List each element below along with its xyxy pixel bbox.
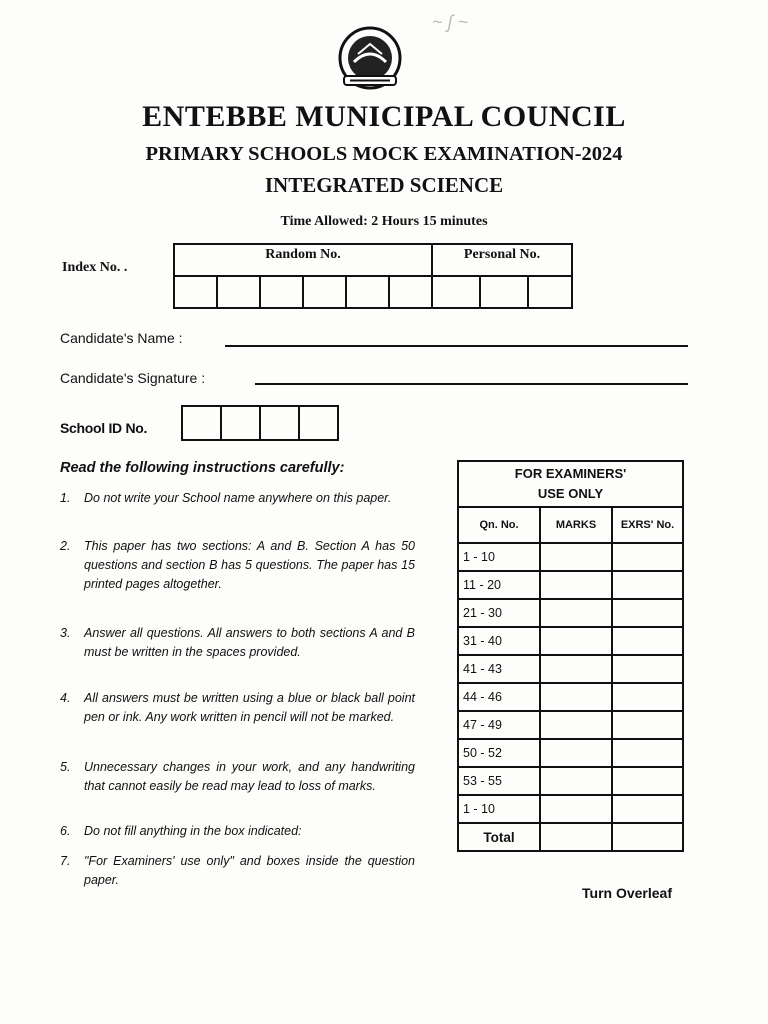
candidate-name-label: Candidate's Name :: [60, 330, 183, 346]
turn-overleaf: Turn Overleaf: [582, 885, 672, 901]
council-title: ENTEBBE MUNICIPAL COUNCIL: [142, 100, 626, 133]
exrs-cell[interactable]: [612, 795, 683, 823]
personal-no-box[interactable]: [480, 276, 528, 308]
examiners-title-line: USE ONLY: [537, 486, 604, 501]
random-no-box[interactable]: [346, 276, 389, 308]
exrs-cell[interactable]: [612, 711, 683, 739]
marks-cell[interactable]: [540, 599, 612, 627]
qn-range: 31 - 40: [458, 627, 540, 655]
personal-no-header: Personal No.: [432, 244, 572, 276]
instruction-text: Answer all questions. All answers to both sections A and B must be written in the spaces provided.: [84, 626, 415, 659]
candidate-name-line[interactable]: [225, 345, 688, 347]
instruction-number: 3.: [60, 626, 71, 640]
instruction-item: [60, 689, 415, 727]
qn-range: 50 - 52: [458, 739, 540, 767]
instruction-number: 4.: [60, 691, 71, 705]
examiners-table: [457, 460, 684, 852]
candidate-signature-label: Candidate's Signature :: [60, 370, 206, 386]
instruction-text: Unnecessary changes in your work, and any handwriting that cannot easily be read may lead to loss of marks.: [84, 760, 415, 793]
instruction-item: [60, 624, 415, 662]
exrs-no-header: EXRS' No.: [612, 507, 683, 543]
instruction-number: 5.: [60, 760, 71, 774]
marks-header: MARKS: [540, 507, 612, 543]
total-marks-cell[interactable]: [540, 823, 612, 851]
instruction-text: All answers must be written using a blue or black ball point pen or ink. Any work written in pencil will not be marked.: [84, 691, 415, 724]
exrs-cell[interactable]: [612, 571, 683, 599]
index-number-table: [173, 243, 573, 309]
instruction-item: [60, 537, 415, 594]
exrs-cell[interactable]: [612, 739, 683, 767]
index-label: Index No. .: [62, 260, 128, 275]
random-no-box[interactable]: [260, 276, 303, 308]
personal-no-box[interactable]: [528, 276, 572, 308]
instruction-number: 6.: [60, 824, 71, 838]
exrs-cell[interactable]: [612, 767, 683, 795]
personal-no-box[interactable]: [432, 276, 480, 308]
exrs-cell[interactable]: [612, 627, 683, 655]
instruction-item: [60, 852, 415, 890]
handwritten-mark: ~ ʃ ~: [432, 12, 469, 32]
qn-range: 1 - 10: [458, 795, 540, 823]
instruction-text: "For Examiners' use only" and boxes inside the question paper.: [84, 854, 415, 887]
instruction-text: This paper has two sections: A and B. Section A has 50 questions and section B has 5 questions. The paper has 15 printed pages altogether.: [84, 539, 415, 591]
qn-range: 47 - 49: [458, 711, 540, 739]
time-allowed: Time Allowed: 2 Hours 15 minutes: [280, 214, 488, 229]
exrs-cell[interactable]: [612, 655, 683, 683]
marks-cell[interactable]: [540, 655, 612, 683]
instruction-item: [60, 822, 415, 841]
instruction-number: 7.: [60, 854, 71, 868]
candidate-signature-line[interactable]: [255, 383, 688, 385]
school-id-label: School ID No.: [60, 420, 148, 436]
marks-cell[interactable]: [540, 795, 612, 823]
marks-cell[interactable]: [540, 767, 612, 795]
council-crest-icon: [334, 24, 406, 96]
instruction-number: 1.: [60, 491, 71, 505]
subject-title: INTEGRATED SCIENCE: [264, 173, 504, 197]
instruction-item: [60, 758, 415, 796]
marks-cell[interactable]: [540, 683, 612, 711]
exam-title: PRIMARY SCHOOLS MOCK EXAMINATION-2024: [145, 143, 623, 165]
qn-no-header: Qn. No.: [458, 507, 540, 543]
school-id-box[interactable]: [300, 407, 337, 439]
random-no-box[interactable]: [389, 276, 432, 308]
school-id-box[interactable]: [222, 407, 261, 439]
instruction-text: Do not fill anything in the box indicated:: [84, 824, 302, 838]
qn-range: 44 - 46: [458, 683, 540, 711]
marks-cell[interactable]: [540, 543, 612, 571]
exrs-cell[interactable]: [612, 599, 683, 627]
school-id-box[interactable]: [261, 407, 300, 439]
random-no-box[interactable]: [303, 276, 346, 308]
qn-range: 41 - 43: [458, 655, 540, 683]
exrs-cell[interactable]: [612, 543, 683, 571]
random-no-header: Random No.: [174, 244, 432, 276]
qn-range: 1 - 10: [458, 543, 540, 571]
instruction-text: Do not write your School name anywhere on this paper.: [84, 491, 392, 505]
school-id-box[interactable]: [183, 407, 222, 439]
total-exrs-cell[interactable]: [612, 823, 683, 851]
total-label: Total: [458, 823, 540, 851]
instruction-item: [60, 489, 415, 508]
random-no-box[interactable]: [174, 276, 217, 308]
qn-range: 21 - 30: [458, 599, 540, 627]
qn-range: 53 - 55: [458, 767, 540, 795]
marks-cell[interactable]: [540, 571, 612, 599]
instructions-title: Read the following instructions carefully:: [60, 460, 345, 476]
instruction-number: 2.: [60, 539, 71, 553]
random-no-box[interactable]: [217, 276, 260, 308]
exrs-cell[interactable]: [612, 683, 683, 711]
marks-cell[interactable]: [540, 711, 612, 739]
school-id-boxes: [181, 405, 339, 441]
marks-cell[interactable]: [540, 739, 612, 767]
qn-range: 11 - 20: [458, 571, 540, 599]
marks-cell[interactable]: [540, 627, 612, 655]
examiners-title: [458, 461, 683, 507]
examiners-title-line: FOR EXAMINERS': [514, 466, 627, 481]
